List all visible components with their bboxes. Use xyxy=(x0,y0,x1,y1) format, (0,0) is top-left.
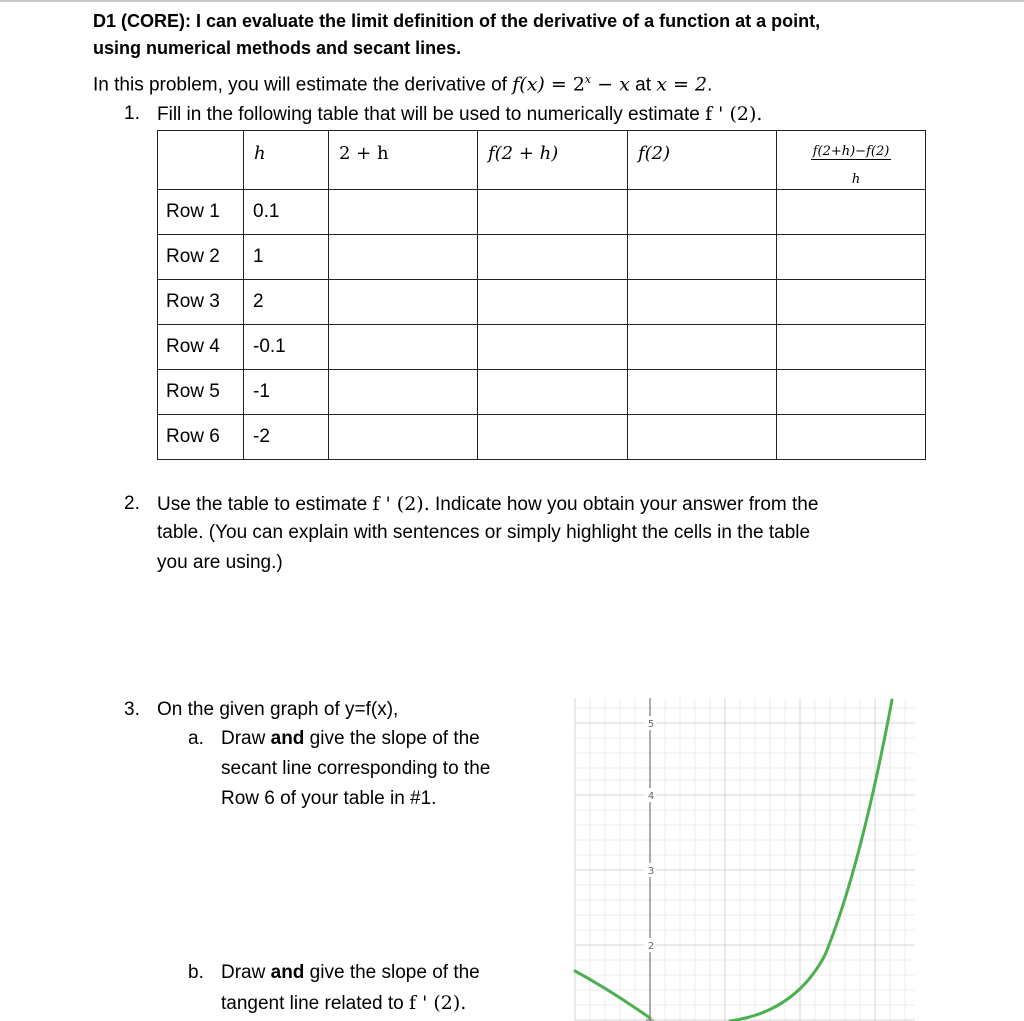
answer-cell[interactable] xyxy=(478,370,628,415)
answer-cell[interactable] xyxy=(478,235,628,280)
answer-cell[interactable] xyxy=(777,235,926,280)
intro-period: . xyxy=(707,74,713,96)
table-row xyxy=(158,415,926,460)
minor-gridlines xyxy=(575,698,915,1021)
intro-rest: − x xyxy=(591,73,630,96)
function-graph[interactable] xyxy=(570,690,920,1021)
h-value: 2 xyxy=(253,291,264,312)
answer-cell[interactable] xyxy=(478,280,628,325)
table-row xyxy=(158,280,926,325)
h-value: 0.1 xyxy=(253,201,280,222)
table-header-row xyxy=(158,131,926,190)
intro-x-equals: x = 2 xyxy=(656,73,708,96)
q3b-letter: b. xyxy=(188,962,204,983)
header-cell-h: h xyxy=(244,131,329,190)
objective-line-2: using numerical methods and secant lines. xyxy=(93,38,462,58)
q2-text-a: Use the table to estimate xyxy=(157,494,373,515)
q2-line-3: you are using.) xyxy=(157,552,283,573)
answer-cell[interactable] xyxy=(329,235,478,280)
q3b-line-1: Draw and give the slope of the xyxy=(221,962,480,983)
q1-number: 1. xyxy=(124,103,140,124)
fraction-denominator: h xyxy=(851,172,861,187)
row-label: Row 4 xyxy=(166,336,220,357)
row-label: Row 3 xyxy=(166,291,220,312)
q3a-line-3: Row 6 of your table in #1. xyxy=(221,788,437,809)
header-cell-2-plus-h: 2 + h xyxy=(329,131,478,190)
answer-cell[interactable] xyxy=(478,415,628,460)
derivative-table xyxy=(157,130,926,460)
intro-text: In this problem, you will estimate the derivative of xyxy=(93,74,513,96)
row-label: Row 5 xyxy=(166,381,220,402)
intro-fx: f(x) xyxy=(512,73,545,96)
y-tick-label: 3 xyxy=(647,866,655,877)
row-label: Row 2 xyxy=(166,246,220,267)
y-tick-label: 4 xyxy=(647,791,655,802)
header-cell-f-2: f(2) xyxy=(628,131,777,190)
answer-cell[interactable] xyxy=(777,325,926,370)
major-gridlines xyxy=(575,698,915,1021)
q1-math: f ' (2). xyxy=(705,103,763,125)
q3a-line-2: secant line corresponding to the xyxy=(221,758,491,779)
answer-cell[interactable] xyxy=(329,280,478,325)
q1-sentence: Fill in the following table that will be used to numerically estimate xyxy=(157,104,706,125)
answer-cell[interactable] xyxy=(628,235,777,280)
top-border xyxy=(0,0,1024,2)
header-cell-f-2-plus-h: f(2 + h) xyxy=(478,131,628,190)
answer-cell[interactable] xyxy=(478,190,628,235)
fraction-numerator: f(2+h)−f(2) xyxy=(812,144,890,159)
answer-cell[interactable] xyxy=(777,370,926,415)
answer-cell[interactable] xyxy=(329,325,478,370)
answer-cell[interactable] xyxy=(777,415,926,460)
q3b-math: f ' (2). xyxy=(409,992,467,1014)
q3-number: 3. xyxy=(124,699,140,720)
q3b-line-2: tangent line related to f ' (2). xyxy=(221,992,467,1014)
header-cell-difference-quotient xyxy=(777,131,926,190)
answer-cell[interactable] xyxy=(628,415,777,460)
table-row xyxy=(158,325,926,370)
answer-cell[interactable] xyxy=(478,325,628,370)
q3a-line-1: Draw and give the slope of the xyxy=(221,728,480,749)
intro-sentence xyxy=(93,73,712,96)
h-value: -1 xyxy=(253,381,270,402)
intro-equals: = 2 xyxy=(544,73,585,96)
q2-math: f ' (2). xyxy=(372,493,430,515)
q1-text xyxy=(157,103,762,126)
objective-line-1: D1 (CORE): I can evaluate the limit definition of the derivative of a function at a point, xyxy=(93,11,821,31)
q3-text: On the given graph of y=f(x), xyxy=(157,699,399,720)
answer-cell[interactable] xyxy=(628,280,777,325)
q2-text-b: Indicate how you obtain your answer from the xyxy=(429,494,819,515)
h-value: 1 xyxy=(253,246,264,267)
h-value: -2 xyxy=(253,426,270,447)
answer-cell[interactable] xyxy=(628,190,777,235)
q3b-bold-and: and xyxy=(270,962,305,983)
y-tick-label: 2 xyxy=(647,941,655,952)
q3a-bold-and: and xyxy=(270,728,305,749)
intro-at: at xyxy=(629,74,657,96)
intro-exponent: x xyxy=(584,73,592,86)
q2-line-1 xyxy=(157,493,818,516)
header-cell-blank xyxy=(158,131,244,190)
answer-cell[interactable] xyxy=(628,370,777,415)
table-row xyxy=(158,190,926,235)
table-row xyxy=(158,235,926,280)
answer-cell[interactable] xyxy=(329,190,478,235)
q3a-letter: a. xyxy=(188,728,204,749)
row-label: Row 6 xyxy=(166,426,220,447)
h-value: -0.1 xyxy=(253,336,286,357)
answer-cell[interactable] xyxy=(329,370,478,415)
answer-cell[interactable] xyxy=(628,325,777,370)
q2-line-2: table. (You can explain with sentences or simply highlight the cells in the table xyxy=(157,522,811,543)
function-curve xyxy=(575,700,892,1021)
answer-cell[interactable] xyxy=(329,415,478,460)
row-label: Row 1 xyxy=(166,201,220,222)
answer-cell[interactable] xyxy=(777,280,926,325)
y-tick-label: 5 xyxy=(647,719,655,730)
table-row xyxy=(158,370,926,415)
q2-number: 2. xyxy=(124,493,140,514)
answer-cell[interactable] xyxy=(777,190,926,235)
